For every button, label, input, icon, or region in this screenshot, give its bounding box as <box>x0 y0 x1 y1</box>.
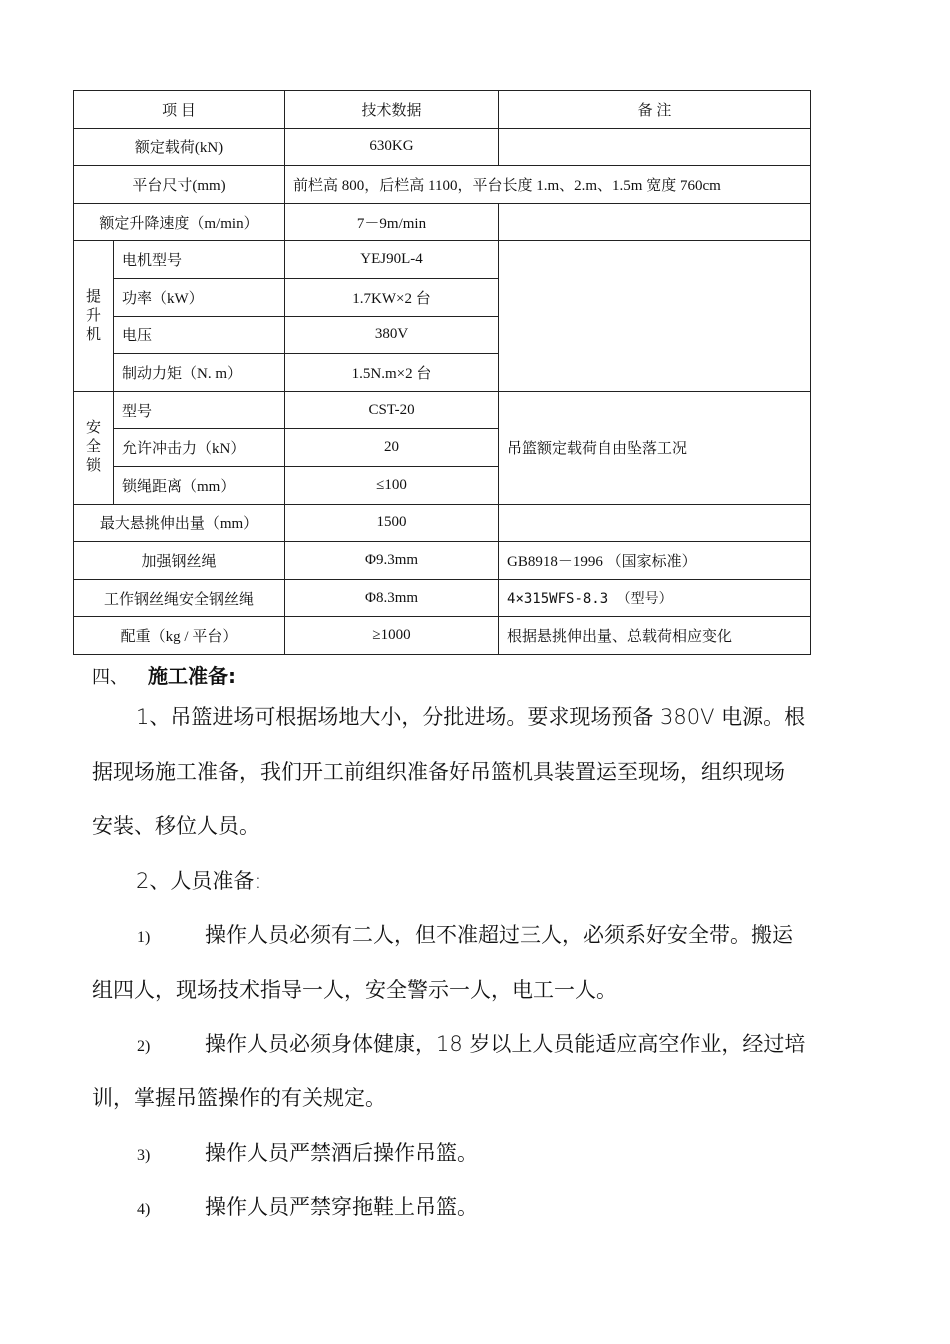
row-label: 加强钢丝绳 <box>74 542 285 580</box>
paragraph2-heading: 2、人员准备: <box>136 869 262 893</box>
row-label: 允许冲击力（kN） <box>114 429 285 467</box>
spec-table <box>73 90 811 655</box>
row-value: 20 <box>285 429 499 467</box>
table-row <box>74 128 811 166</box>
row-value: 7－9m/min <box>285 203 499 241</box>
hoist-group-label: 提升机 <box>74 241 114 391</box>
row-value: 380V <box>285 316 499 354</box>
section-heading <box>92 660 236 689</box>
row-label: 额定升降速度（m/min） <box>74 203 285 241</box>
row-note: 4×315WFS-8.3 （型号） <box>499 579 811 617</box>
list-item <box>137 1137 478 1167</box>
table-header-row <box>74 91 811 129</box>
row-label: 电压 <box>114 316 285 354</box>
header-data: 技术数据 <box>285 91 499 129</box>
row-value: Φ8.3mm <box>285 579 499 617</box>
paragraph1-line3: 安装、移位人员。 <box>92 814 260 838</box>
row-label: 最大悬挑伸出量（mm） <box>74 504 285 542</box>
row-value: CST-20 <box>285 391 499 429</box>
list-item <box>137 1191 478 1221</box>
row-note <box>499 504 811 542</box>
table-row <box>74 166 811 204</box>
table-row <box>74 203 811 241</box>
row-label: 锁绳距离（mm） <box>114 466 285 504</box>
row-value: ≤100 <box>285 466 499 504</box>
list-marker: 4) <box>137 1201 151 1218</box>
header-note: 备 注 <box>499 91 811 129</box>
list-item-text: 操作人员必须身体健康，18 岁以上人员能适应高空作业，经过培 <box>205 1032 806 1056</box>
list-marker: 1) <box>137 929 151 946</box>
row-value: YEJ90L-4 <box>285 241 499 279</box>
table-row <box>74 579 811 617</box>
safety-lock-note: 吊篮额定载荷自由坠落工况 <box>499 391 811 504</box>
row-label: 工作钢丝绳安全钢丝绳 <box>74 579 285 617</box>
row-label: 制动力矩（N. m） <box>114 354 285 392</box>
list-item-text: 操作人员严禁穿拖鞋上吊篮。 <box>205 1195 478 1219</box>
paragraph1-line1: 1、吊篮进场可根据场地大小，分批进场。要求现场预备 380V 电源。根 <box>136 705 806 729</box>
row-note: 根据悬挑伸出量、总载荷相应变化 <box>499 617 811 655</box>
row-label: 型号 <box>114 391 285 429</box>
section-number: 四、 <box>92 667 128 688</box>
row-value: Φ9.3mm <box>285 542 499 580</box>
row-note <box>499 128 811 166</box>
list-marker: 3) <box>137 1147 151 1164</box>
row-label: 配重（kg / 平台） <box>74 617 285 655</box>
list-item-text: 操作人员严禁酒后操作吊篮。 <box>205 1141 478 1165</box>
table-row <box>74 617 811 655</box>
row-label: 功率（kW） <box>114 278 285 316</box>
table-row <box>74 241 811 279</box>
paragraph1-line2: 据现场施工准备，我们开工前组织准备好吊篮机具装置运至现场，组织现场 <box>92 760 785 784</box>
table-row <box>74 542 811 580</box>
list-item-continuation: 训，掌握吊篮操作的有关规定。 <box>92 1086 386 1110</box>
list-item <box>137 1028 805 1058</box>
row-label: 额定载荷(kN) <box>74 128 285 166</box>
hoist-note <box>499 241 811 391</box>
row-value: 1500 <box>285 504 499 542</box>
row-value: 630KG <box>285 128 499 166</box>
row-value: 前栏高 800，后栏高 1100，平台长度 1.m、2.m、1.5m 宽度 760cm <box>285 166 811 204</box>
row-value: 1.7KW×2 台 <box>285 278 499 316</box>
list-item-text: 操作人员必须有二人，但不准超过三人，必须系好安全带。搬运 <box>205 923 793 947</box>
list-item-continuation: 组四人，现场技术指导一人，安全警示一人，电工一人。 <box>92 978 617 1002</box>
table-row <box>74 391 811 429</box>
row-value: 1.5N.m×2 台 <box>285 354 499 392</box>
row-note: GB8918－1996 （国家标准） <box>499 542 811 580</box>
row-note <box>499 203 811 241</box>
row-value: ≥1000 <box>285 617 499 655</box>
row-label: 电机型号 <box>114 241 285 279</box>
section-title: 施工准备: <box>148 664 236 688</box>
row-label: 平台尺寸(mm) <box>74 166 285 204</box>
list-marker: 2) <box>137 1038 151 1055</box>
list-item <box>137 919 793 949</box>
table-row <box>74 504 811 542</box>
header-item: 项 目 <box>74 91 285 129</box>
safety-lock-group-label: 安全锁 <box>74 391 114 504</box>
